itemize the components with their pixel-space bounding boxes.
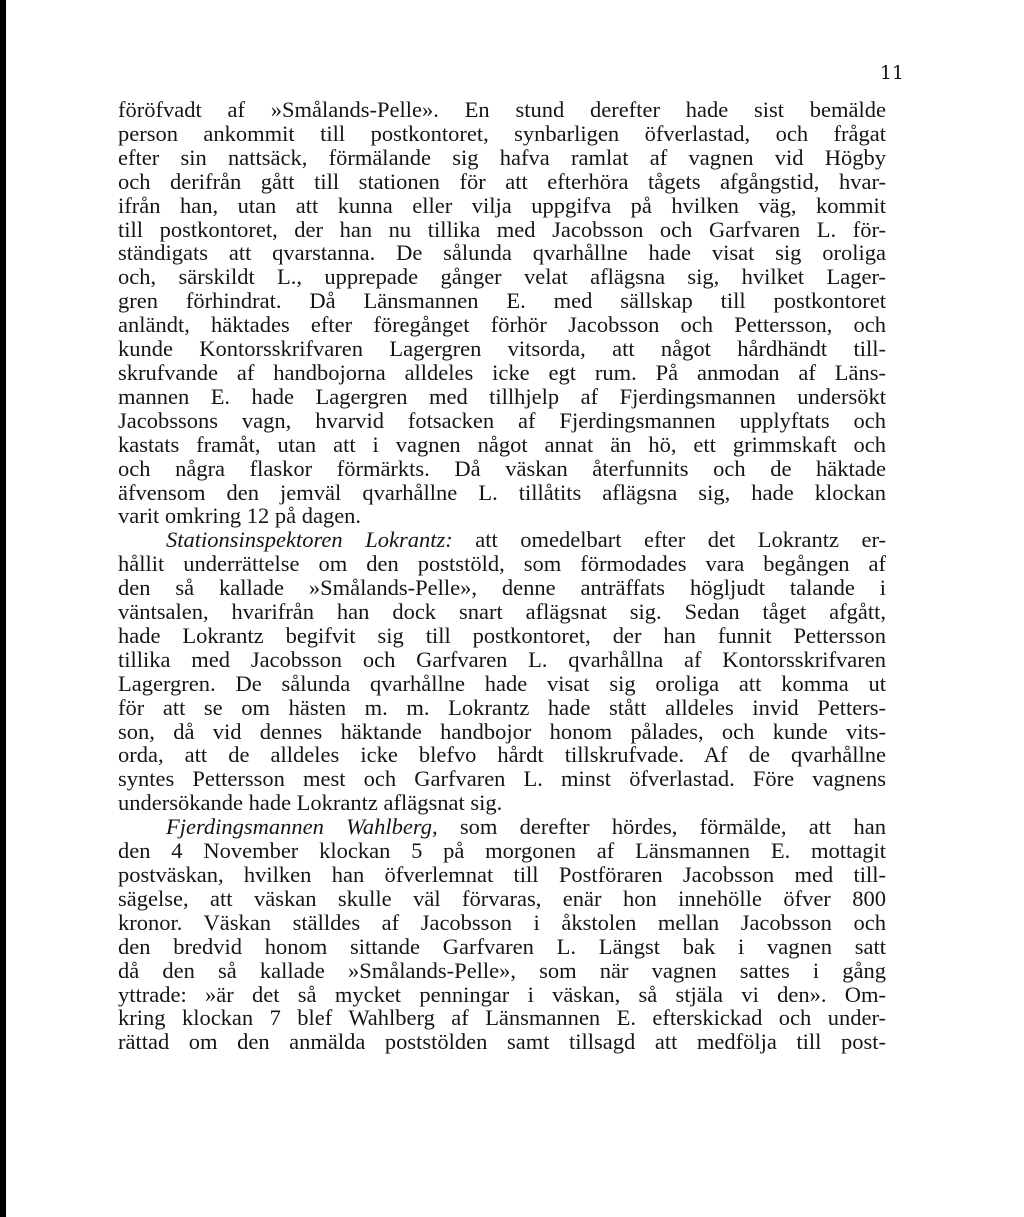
text-line: tillika med Jacobsson och Garfvaren L. qvarhållna af Kontorsskrifvaren [118,646,886,672]
text-line: hållit underrättelse om den poststöld, som förmodades vara begången af [118,551,886,577]
text-line: gren förhindrat. Då Länsmannen E. med sällskap till postkontoret [118,288,886,314]
text-line: kring klockan 7 blef Wahlberg af Länsmannen E. efterskickad och under- [118,1005,886,1031]
text-line: postväskan, hvilken han öfverlemnat till Postföraren Jacobsson med till- [118,862,886,887]
text-line: Lagergren. De sålunda qvarhållne hade visat sig oroliga att komma ut [118,670,886,696]
first-line-rest: som derefter hördes, förmälde, att han [459,814,886,840]
text-line: för att se om hästen m. m. Lokrantz hade stått alldeles invid Petters- [118,694,886,720]
page-number: 11 [879,62,904,84]
text-line: person ankommit till postkontoret, synbarligen öfverlastad, och frågat [118,120,886,146]
first-line-rest: att omedelbart efter det Lokrantz er- [475,527,887,553]
text-line: orda, att de alldeles icke blefvo hårdt tillskrufvade. Af de qvarhållne [118,742,886,768]
text-line: och några flaskor förmärkts. Då väskan återfunnits och de häktade [118,455,886,481]
text-line: kastats framåt, utan att i vagnen något annat än hö, ett grimmskaft och [118,431,886,457]
text-line: äfvensom den jemväl qvarhållne L. tillåtits aflägsna sig, hade klockan [118,479,886,505]
text-line: Jacobssons vagn, hvarvid fotsacken af Fjerdingsmannen upplyftats och [118,407,886,433]
text-line: föröfvadt af »Smålands-Pelle». En stund derefter hade sist bemälde [118,97,886,122]
text-line-first [118,815,886,839]
paragraph-3 [118,815,886,1054]
text-line: varit omkring 12 på dagen. [118,503,362,529]
paragraph-1 [118,98,886,528]
text-line: och, särskildt L., upprepade gånger velat aflägsna sig, hvilket Lager- [118,264,886,290]
text-line: den bredvid honom sittande Garfvaren L. Längst bak i vagnen satt [118,933,886,959]
text-line: yttrade: »är det så mycket penningar i väskan, så stjäla vi den». Om- [118,981,886,1007]
text-line: hade Lokrantz begifvit sig till postkontoret, der han funnit Pettersson [118,622,886,648]
speaker-name: Lokrantz: [365,527,453,553]
text-line: son, då vid dennes häktande handbojor honom pålades, och kunde vits- [118,718,886,744]
text-line: väntsalen, hvarifrån han dock snart aflägsnat sig. Sedan tåget afgått, [118,599,886,625]
text-line: till postkontoret, der han nu tillika med Jacobsson och Garfvaren L. för- [118,216,886,242]
text-line-first [118,528,886,552]
text-line: kunde Kontorsskrifvaren Lagergren vitsorda, att något hårdhändt till- [118,336,886,362]
text-line: efter sin nattsäck, förmälande sig hafva ramlat af vagnen vid Högby [118,144,886,170]
text-body [118,98,886,1054]
text-line: anländt, häktades efter föregånget förhör Jacobsson och Pettersson, och [118,312,886,338]
text-line: den 4 November klockan 5 på morgonen af Länsmannen E. mottagit [118,838,886,864]
speaker-role: Fjerdingsmannen [166,814,324,840]
text-line: sägelse, att väskan skulle väl förvaras, enär hon innehölle öfver 800 [118,885,886,911]
text-line: och derifrån gått till stationen för att efterhöra tågets afgångstid, hvar- [118,168,886,194]
text-line: ifrån han, utan att kunna eller vilja uppgifva på hvilken väg, kommit [118,192,886,218]
text-line: undersökande hade Lokrantz aflägsnat sig. [118,790,503,816]
speaker-role: Stationsinspektoren [166,527,343,553]
text-line: den så kallade »Smålands-Pelle», denne anträffats högljudt talande i [118,575,886,601]
text-line: mannen E. hade Lagergren med tillhjelp af Fjerdingsmannen undersökt [118,383,886,409]
text-line: ständigats att qvarstanna. De sålunda qvarhållne hade visat sig oroliga [118,240,886,266]
text-line: då den så kallade »Smålands-Pelle», som när vagnen sattes i gång [118,957,886,983]
text-line: skrufvande af handbojorna alldeles icke egt rum. På anmodan af Läns- [118,359,886,385]
text-line: rättad om den anmälda poststölden samt tillsagd att medfölja till post- [118,1029,886,1055]
paragraph-2 [118,528,886,815]
text-line: kronor. Väskan ställdes af Jacobsson i åkstolen mellan Jacobsson och [118,909,886,935]
text-line: syntes Pettersson mest och Garfvaren L. minst öfverlastad. Före vagnens [118,766,886,792]
speaker-name: Wahlberg, [346,814,438,840]
